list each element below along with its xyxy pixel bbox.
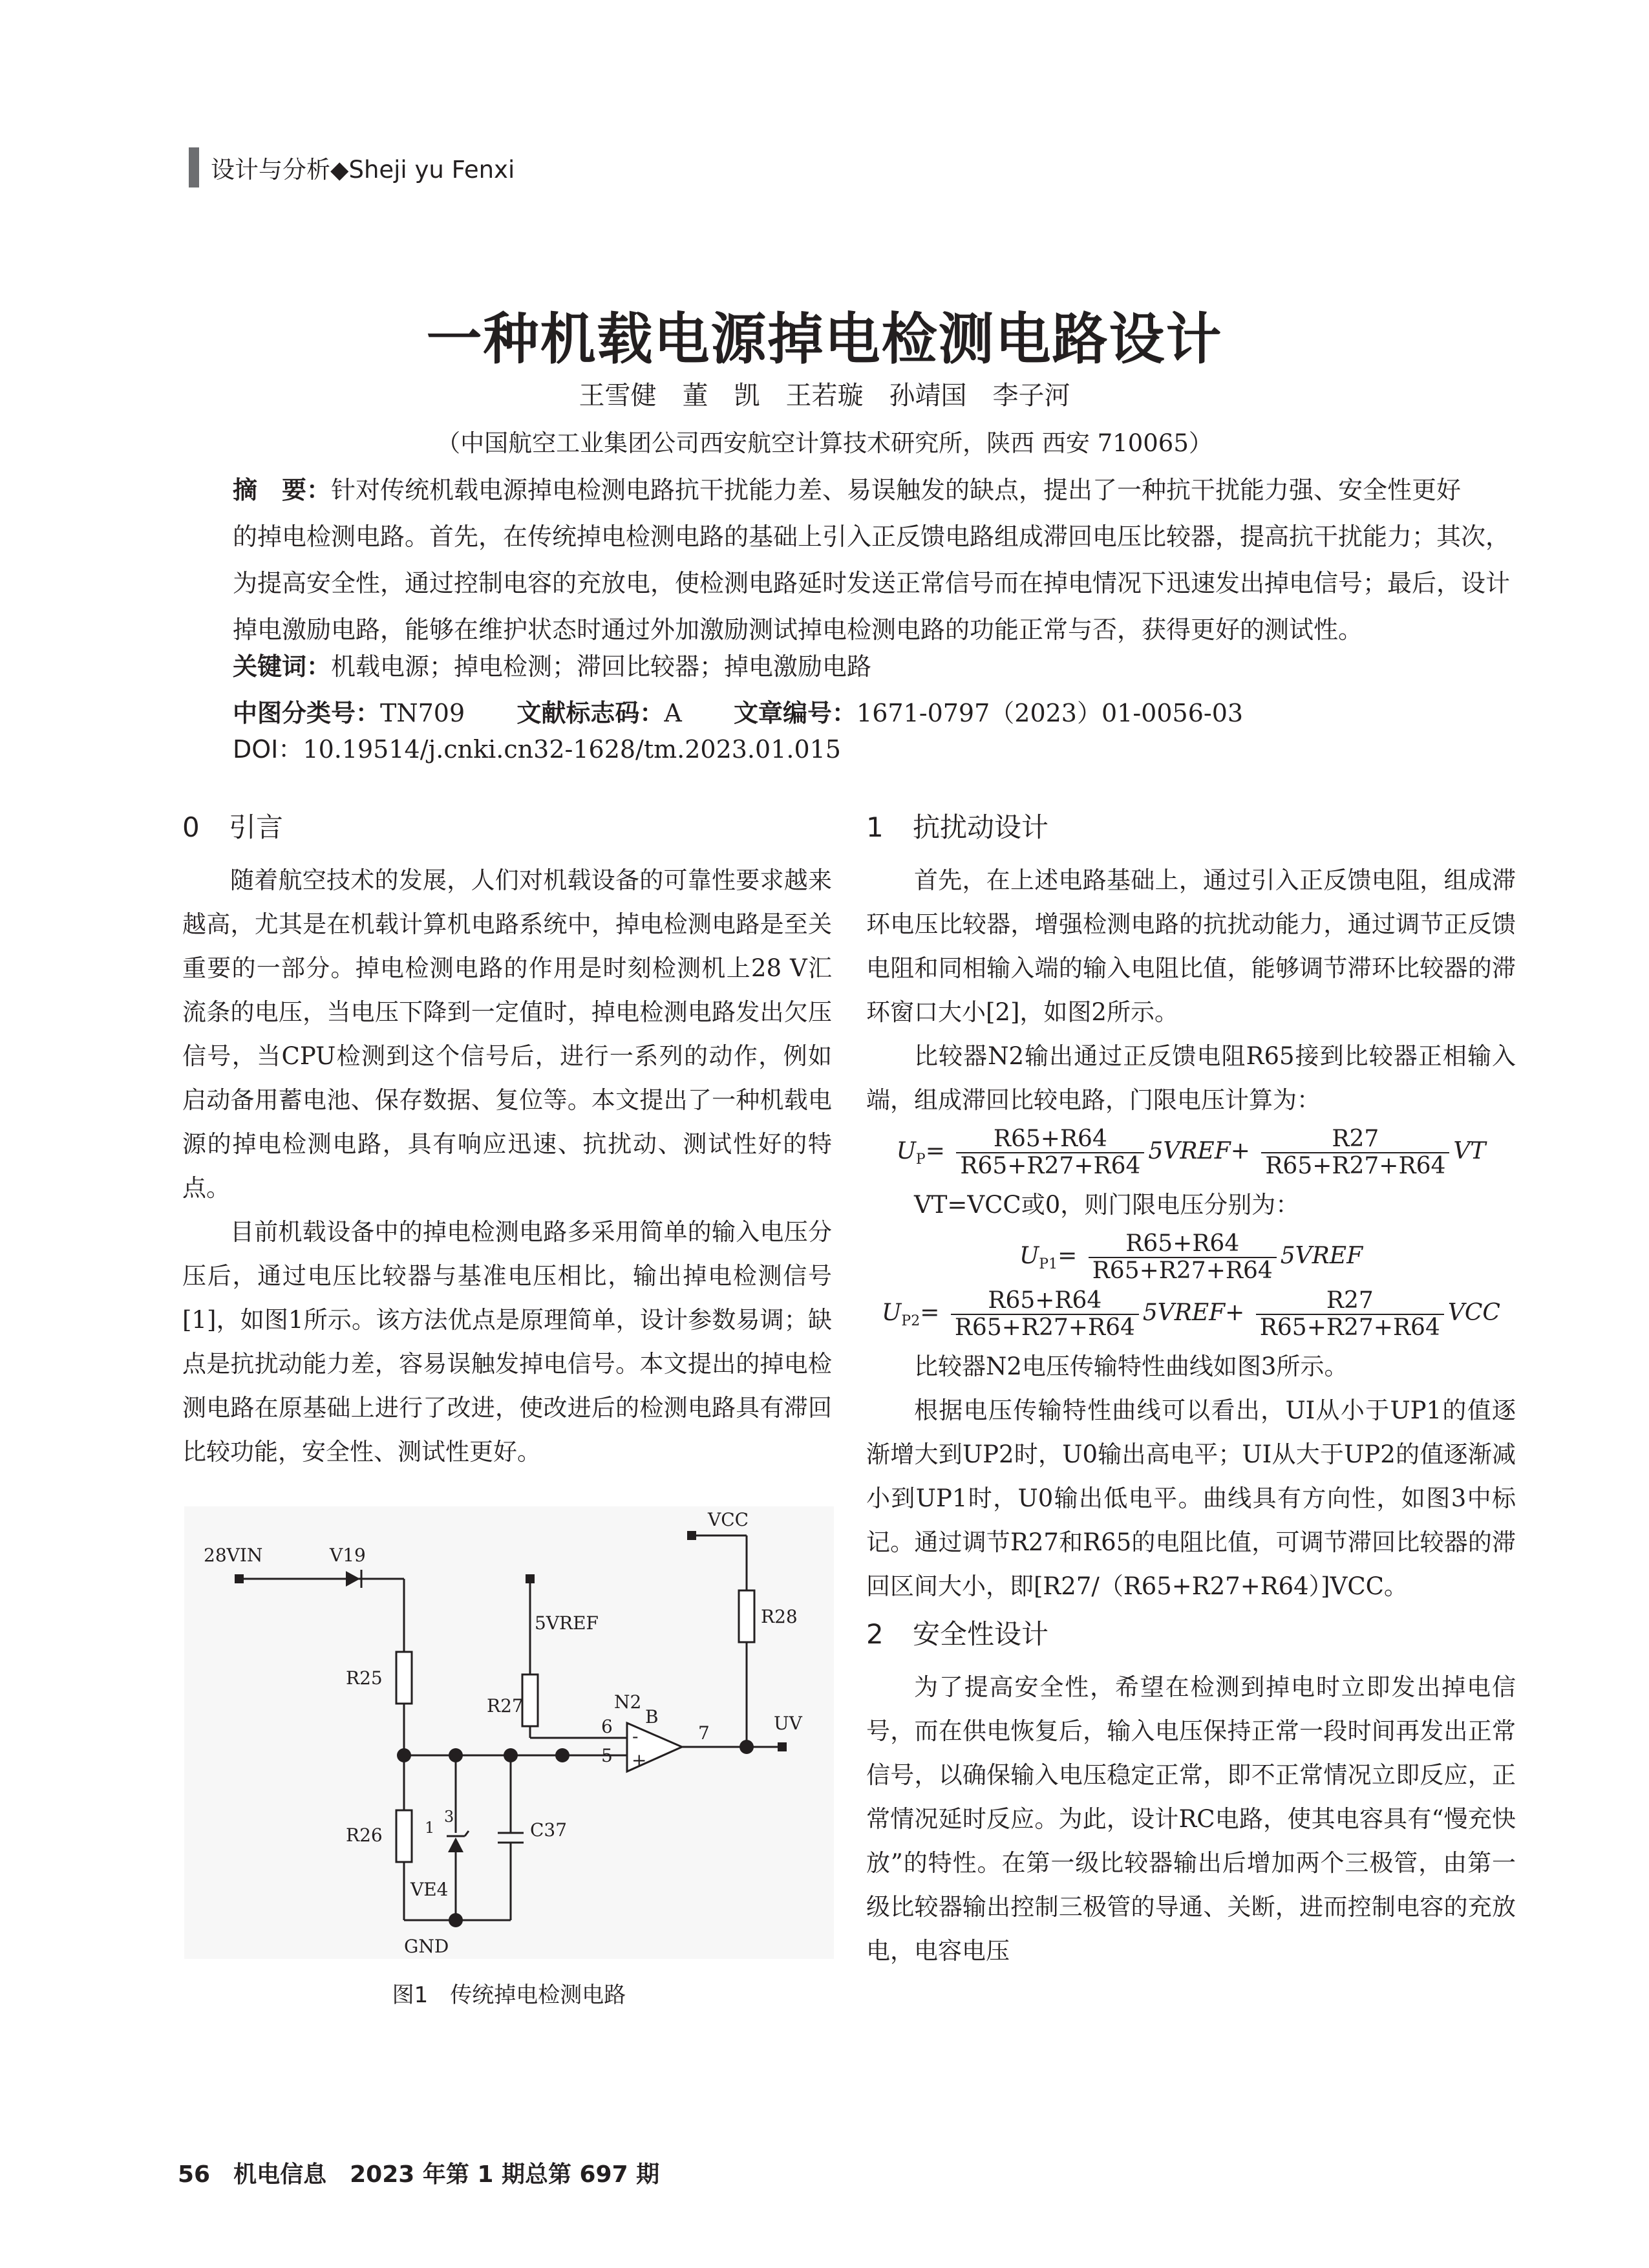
article-no-label: 文章编号： [734,699,857,727]
label-ve4: VE4 [410,1879,449,1900]
section-2-number: 2 [866,1618,884,1650]
section-1-paragraph-1: 首先，在上述电路基础上，通过引入正反馈电阻，组成滞环电压比较器，增强检测电路的抗扰动能力，通过调节正反馈电阻和同相输入端的输入电阻比值，能够调节滞环比较器的滞环窗口大小[2]，如图2所示。 [866,866,1516,1026]
junction-dot [504,1748,518,1762]
abstract-label: 摘 要： [233,476,332,504]
abstract-line-4: 掉电激励电路，能够在维护状态时通过外加激励测试掉电检测电路的功能正常与否，获得更好的测试性。 [233,615,1363,644]
clc-value: TN709 [380,699,465,727]
left-column [182,802,832,1474]
figure-1-caption: 图1 传统掉电检测电路 [392,1982,626,2008]
right-column [866,802,1516,1973]
article-title: 一种机载电源掉电检测电路设计 [426,307,1223,372]
keywords-value: 机载电源；掉电检测；滞回比较器；掉电激励电路 [331,652,872,681]
label-b: B [645,1706,659,1728]
section-1-paragraph-2: 比较器N2输出通过正反馈电阻R65接到比较器正相输入端，组成滞回比较电路，门限电压计算为： [866,1042,1516,1114]
label-plus: + [632,1749,647,1771]
label-minus: - [632,1726,639,1747]
abstract-line-3: 为提高安全性，通过控制电容的充放电，使检测电路延时发送正常信号而在掉电情况下迅速发出掉电信号；最后，设计 [233,569,1511,597]
junction-dot [397,1748,411,1762]
doi-value: 10.19514/j.cnki.cn32-1628/tm.2023.01.015 [303,735,841,764]
doc-code-label: 文献标志码： [516,699,665,727]
diode-v19-icon [346,1571,360,1587]
clc-label: 中图分类号： [233,699,381,727]
section-0-title: 引言 [229,811,284,843]
formula-up1: $U_{P1}=$ $\frac{R65+R64}{R65+R27+R64}$ 5VREF [1019,1230,1363,1284]
label-v19: V19 [330,1545,366,1566]
label-pin7: 7 [698,1722,710,1744]
section-0-paragraph-1: 随着航空技术的发展，人们对机载设备的可靠性要求越来越高，尤其是在机载计算机电路系统中，掉电检测电路是至关重要的一部分。掉电检测电路的作用是时刻检测机上28 V汇流条的电压，当电压下降到一定值时，掉电检测电路发出欠压信号，当CPU检测到这个信号后，进行一系列的动作，例如启动备用蓄电池、保存数据、复位等。本文提出了一种机载电源的掉电检测电路，具有响应迅速、抗扰动、测试性好的特点。 [182,866,832,1202]
label-c37: C37 [530,1819,568,1841]
terminal-28vin [235,1574,244,1583]
junction-dot [449,1748,463,1762]
label-gnd: GND [404,1936,449,1957]
formula-up: $U_P=$ $\frac{R65+R64}{R65+R27+R64}$ 5VREF+ $\frac{R27}{R65+R27+R64}$ VT [896,1126,1486,1179]
article-affiliation: （中国航空工业集团公司西安航空计算技术研究所，陕西 西安 710065） [436,429,1213,457]
doi-label: DOI： [233,735,303,764]
keywords [233,647,871,682]
section-0-heading [182,802,832,853]
label-28vin: 28VIN [204,1545,263,1566]
section-1-paragraph-3: VT=VCC或0，则门限电压分别为： [914,1191,1300,1219]
abstract-line-1: 摘 要：针对传统机载电源掉电检测电路抗干扰能力差、易误触发的缺点，提出了一种抗干扰能力强、安全性更好 [233,476,1462,504]
junction-dot [739,1740,754,1754]
resistor-r27 [522,1674,538,1726]
terminal-5vref [526,1574,535,1583]
section-0-number: 0 [182,811,200,843]
label-r25: R25 [346,1667,383,1689]
article-authors: 王雪健 董 凯 王若璇 孙靖国 李子河 [579,381,1070,411]
section-2-paragraph-1: 为了提高安全性，希望在检测到掉电时立即发出掉电信号，而在供电恢复后，输入电压保持正常一段时间再发出正常信号，以确保输入电压稳定正常，即不正常情况立即反应，正常情况延时反应。为此，设计RC电路，使其电容具有“慢充快放”的特性。在第一级比较器输出后增加两个三极管，由第一级比较器输出控制三极管的导通、关断，进而控制电容的充放电，电容电压 [866,1673,1516,1965]
resistor-r26 [396,1810,412,1862]
formula-up2: $U_{P2}=$ $\frac{R65+R64}{R65+R27+R64}$ 5VREF+ $\frac{R27}{R65+R27+R64}$ VCC [882,1287,1500,1341]
section-1-title: 抗扰动设计 [913,811,1049,843]
label-r26: R26 [346,1824,383,1846]
running-header: 设计与分析◆Sheji yu Fenxi [211,156,515,184]
resistor-r28 [739,1590,754,1642]
label-ve4-pin3: 3 [444,1808,454,1826]
label-n2: N2 [614,1691,642,1713]
section-2-title: 安全性设计 [913,1618,1049,1650]
label-5vref: 5VREF [535,1612,599,1634]
junction-dot [555,1748,569,1762]
section-1-heading [866,802,1516,853]
section-0-paragraph-2: 目前机载设备中的掉电检测电路多采用简单的输入电压分压后，通过电压比较器与基准电压相比，输出掉电检测信号[1]，如图1所示。该方法优点是原理简单，设计参数易调；缺点是抗扰动能力差，容易误触发掉电信号。本文提出的掉电检测电路在原基础上进行了改进，使改进后的检测电路具有滞回比较功能，安全性、测试性更好。 [182,1218,832,1466]
page-footer: 56 机电信息 2023 年第 1 期总第 697 期 [178,2161,660,2188]
label-uv: UV [774,1713,802,1734]
doc-code-value: A [664,699,682,727]
section-1-number: 1 [866,811,884,843]
figure-1-circuit [184,1506,834,1959]
classification-line [233,693,1243,729]
header-bar [189,147,199,187]
section-1-paragraph-5: 根据电压传输特性曲线可以看出，UI从小于UP1的值逐渐增大到UP2时，U0输出高电平；UI从大于UP2的值逐渐减小到UP1时，U0输出低电平。曲线具有方向性，如图3中标记。通过调节R27和R65的电阻比值，可调节滞回比较器的滞回区间大小，即[R27/（R65+R27+R64）]VCC。 [866,1396,1516,1600]
terminal-vcc [687,1531,696,1540]
section-1-paragraph-4: 比较器N2电压传输特性曲线如图3所示。 [914,1353,1348,1380]
keywords-label: 关键词： [233,652,332,681]
junction-dot [449,1913,463,1927]
terminal-uv [778,1742,787,1751]
zener-ve4-icon [448,1837,463,1852]
label-pin6: 6 [601,1716,613,1737]
article-no-value: 1671-0797（2023）01-0056-03 [856,699,1244,727]
doi-line [233,729,841,765]
label-r28: R28 [761,1606,798,1627]
label-pin5: 5 [601,1745,613,1766]
abstract-line-2: 的掉电检测电路。首先，在传统掉电检测电路的基础上引入正反馈电路组成滞回电压比较器，提高抗干扰能力；其次， [233,522,1511,551]
section-2-heading [866,1609,1516,1660]
label-ve4-pin1: 1 [425,1819,435,1837]
resistor-r25 [396,1652,412,1704]
label-r27: R27 [487,1695,524,1717]
label-vcc: VCC [708,1509,749,1530]
